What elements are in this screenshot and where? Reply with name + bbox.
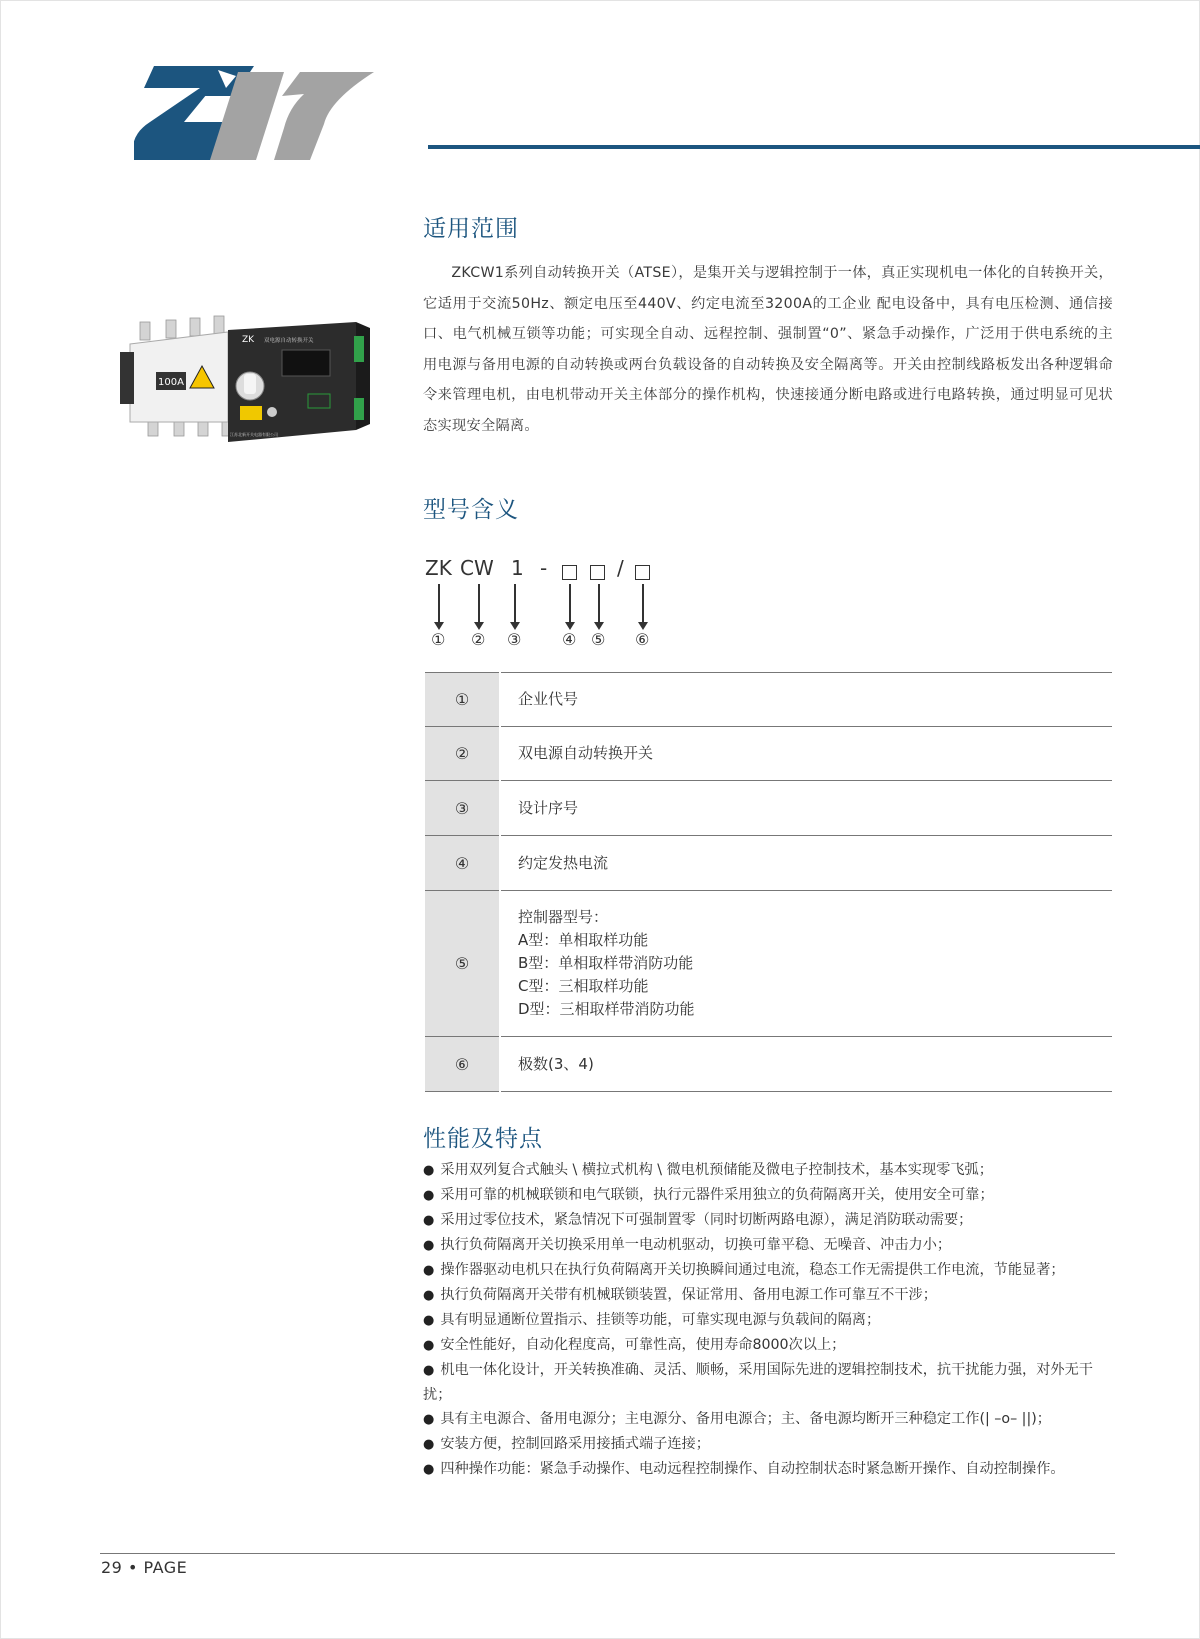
footer-rule [100,1553,1115,1554]
model-title: 型号含义 [423,497,519,523]
marker-6: ⑥ [635,630,650,649]
features-title: 性能及特点 [423,1126,543,1152]
arrow-6 [642,584,644,623]
code-dash: - [540,556,548,580]
features-list [423,1158,1115,1482]
list-item: ● 安装方便，控制回路采用接插式端子连接； [423,1432,1115,1457]
row-number: ③ [425,781,500,836]
product-image [118,312,390,460]
zk-logo [134,66,394,160]
row-description: 企业代号 [500,673,1112,727]
code-box-5 [590,561,605,585]
scope-title: 适用范围 [423,216,519,242]
row-description: 约定发热电流 [500,836,1112,891]
arrow-2 [478,584,480,623]
list-item: ● 具有主电源合、备用电源分；主电源分、备用电源合；主、备电源均断开三种稳定工作(| –o– ||)； [423,1407,1115,1432]
arrow-5 [598,584,600,623]
list-item: ● 采用可靠的机械联锁和电气联锁，执行元器件采用独立的负荷隔离开关，使用安全可靠； [423,1183,1115,1208]
row-number: ④ [425,836,500,891]
panel-title: 双电源自动转换开关 [264,338,314,344]
table-row [425,836,1112,891]
code-slash: / [617,556,624,580]
arrow-1 [438,584,440,623]
arrow-3 [514,584,516,623]
marker-4: ④ [562,630,577,649]
table-row [425,781,1112,836]
row-description: 设计序号 [500,781,1112,836]
maker-label: 江苏北新开关电器有限公司 [230,432,278,437]
list-item: ● 操作器驱动电机只在执行负荷隔离开关切换瞬间通过电流，稳态工作无需提供工作电流，节能显著； [423,1258,1115,1283]
list-item: ● 采用过零位技术，紧急情况下可强制置零（同时切断两路电源），满足消防联动需要； [423,1208,1115,1233]
list-item: ● 安全性能好，自动化程度高，可靠性高，使用寿命8000次以上； [423,1333,1115,1358]
arrow-4 [569,584,571,623]
list-item: ● 具有明显通断位置指示、挂锁等功能，可靠实现电源与负载间的隔离； [423,1308,1115,1333]
list-item: ● 采用双列复合式触头 \ 横拉式机构 \ 微电机预储能及微电子控制技术，基本实现零飞弧； [423,1158,1115,1183]
code-prefix: ZK [425,556,452,580]
row-description: 双电源自动转换开关 [500,727,1112,781]
code-series: CW [460,556,494,580]
row-number: ⑥ [425,1037,500,1092]
marker-5: ⑤ [591,630,606,649]
code-box-6 [635,561,650,585]
row-number: ⑤ [425,891,500,1037]
marker-2: ② [471,630,486,649]
table-row [425,1037,1112,1092]
list-item: ● 机电一体化设计，开关转换准确、灵活、顺畅，采用国际先进的逻辑控制技术，抗干扰能力强，对外无干扰； [423,1358,1115,1407]
code-design: 1 [511,556,524,580]
scope-paragraph: ZKCW1系列自动转换开关（ATSE），是集开关与逻辑控制于一体，真正实现机电一体化的自转换开关，它适用于交流50Hz、额定电压至440V、约定电流至3200A的工企业 配电设备中，具有电压检测、通信接口、电气机械互锁等功能；可实现全自动、远程控制、强制置“0”、紧急手动操作，广泛用于供电系统的主用电源与备用电源的自动转换或两台负载设备的自动转换及安全隔离等。开关由控制线路板发出各种逻辑命令来管理电机，由电机带动开关主体部分的操作机构，快速接通分断电路或进行电路转换，通过明显可见状态实现安全隔离。 [423,265,1113,434]
list-item: ● 执行负荷隔离开关带有机械联锁装置，保证常用、备用电源工作可靠互不干涉； [423,1283,1115,1308]
header-rule [428,145,1200,149]
row-description: 极数(3、4) [500,1037,1112,1092]
marker-1: ① [431,630,446,649]
row-description: 控制器型号： A型：单相取样功能 B型：单相取样带消防功能 C型：三相取样功能 D型：三相取样带消防功能 [500,891,1112,1037]
table-row [425,727,1112,781]
page-number: 29 • PAGE [101,1558,188,1577]
rating-label: 100A [158,377,184,388]
panel-logo: ZK [242,335,255,345]
list-item: ● 四种操作功能：紧急手动操作、电动远程控制操作、自动控制状态时紧急断开操作、自动控制操作。 [423,1457,1115,1482]
table-row [425,891,1112,1037]
row-number: ① [425,673,500,727]
marker-3: ③ [507,630,522,649]
list-item: ● 执行负荷隔离开关切换采用单一电动机驱动，切换可靠平稳、无噪音、冲击力小； [423,1233,1115,1258]
row-number: ② [425,727,500,781]
table-row [425,673,1112,727]
model-table [425,672,1112,1092]
code-box-4 [562,561,577,585]
